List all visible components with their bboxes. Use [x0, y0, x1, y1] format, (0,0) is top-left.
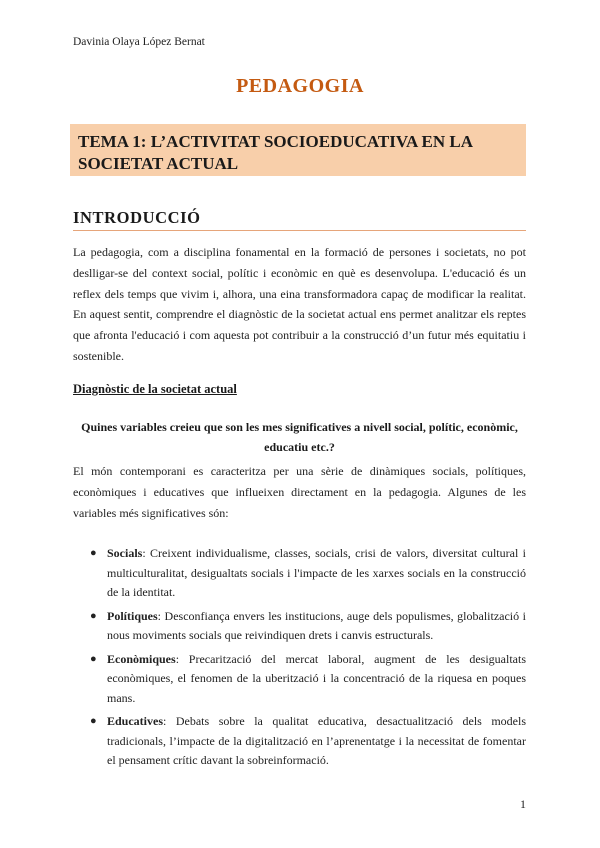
list-item-label: Polítiques	[107, 608, 158, 623]
list-item-text: : Creixent individualisme, classes, socials, crisi de valors, diversitat cultural i multiculturalitat, desigualtats socials i l'impacte de les xarxes socials en la construcció de la identitat.	[107, 546, 526, 599]
bullet-icon: ●	[90, 609, 97, 622]
variables-paragraph: El món contemporani es caracteritza per una sèrie de dinàmiques socials, polítiques, econòmiques i educatives que influeixen directament en la pedagogia. Algunes de les variables més significatives són:	[73, 464, 526, 520]
document-title: PEDAGOGIA	[236, 75, 364, 97]
variables-list	[73, 544, 526, 775]
list-item	[73, 712, 526, 771]
section-rule	[73, 230, 526, 231]
theme-title: TEMA 1: L’ACTIVITAT SOCIOEDUCATIVA EN LA SOCIETAT ACTUAL	[78, 132, 473, 173]
bullet-icon: ●	[90, 547, 97, 559]
list-item-label: Socials	[107, 546, 143, 560]
bullet-icon: ●	[90, 652, 97, 665]
bullet-icon: ●	[90, 715, 97, 727]
list-item-text: : Precarització del mercat laboral, augment de les desigualtats econòmiques, el fenomen de la uberització i la concentració de la riquesa en poques mans.	[107, 651, 526, 705]
subheading: Diagnòstic de la societat actual	[73, 382, 237, 396]
section-heading: INTRODUCCIÓ	[73, 208, 201, 227]
list-item	[73, 544, 526, 603]
theme-banner	[70, 124, 526, 176]
page-number: 1	[520, 797, 526, 811]
list-item-label: Educatives	[107, 714, 164, 728]
list-item	[73, 650, 526, 709]
intro-paragraph: La pedagogia, com a disciplina fonamental en la formació de persones i societats, no pot deslligar-se del context social, polític i econòmic en què es desenvolupa. L'educació és un reflex dels temps que vivim i, alhora, una eina transformadora capaç de modificar la realitat. En aquest sentit, comprendre el diagnòstic de la societat actual ens permet analitzar els reptes que afronta l'educació i com aquesta pot contribuir a la construcció d’un futur més equitatiu i sostenible.	[73, 245, 526, 363]
list-item-text: : Debats sobre la qualitat educativa, desactualització dels models tradicionals, l’impacte de la digitalització en l’aprenentatge i la necessitat de fomentar el pensament crític davant la sobreinformació.	[107, 714, 526, 767]
author-name: Davinia Olaya López Bernat	[73, 36, 205, 48]
list-item-text: : Desconfiança envers les institucions, auge dels populismes, globalització i nous moviments socials que reivindiquen drets i canvis estructurals.	[107, 608, 526, 642]
question: Quines variables creieu que son les mes significatives a nivell social, polític, econòmic, educatiu etc.?	[81, 420, 518, 454]
list-item	[73, 607, 526, 646]
list-item-label: Econòmiques	[107, 651, 176, 666]
